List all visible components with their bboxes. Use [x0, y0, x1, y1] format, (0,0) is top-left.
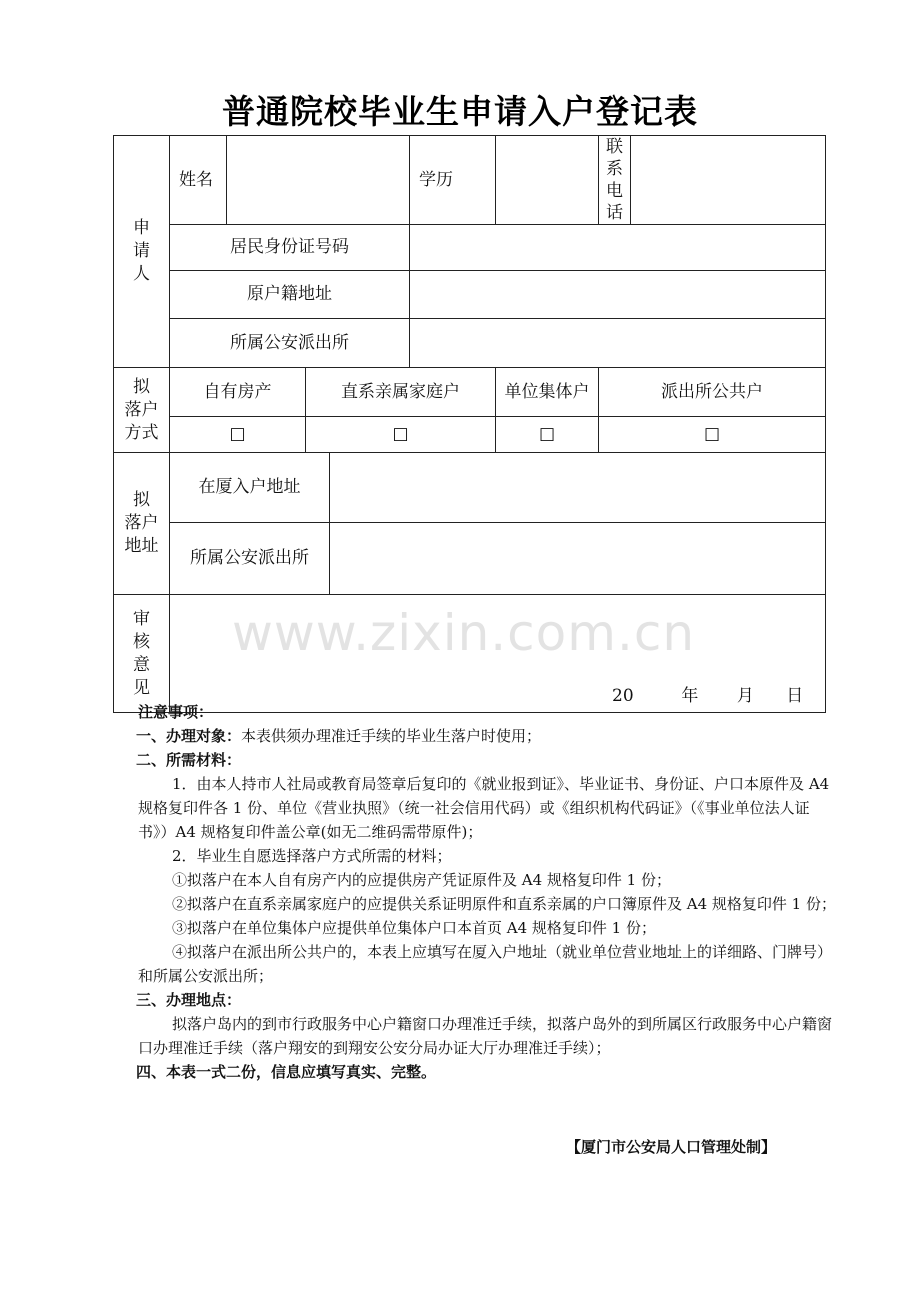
settle-police-station-field[interactable]	[330, 523, 826, 595]
xiamen-address-label: 在厦入户地址	[170, 453, 330, 523]
notes-item-2-para-2: 2．毕业生自愿选择落户方式所需的材料；	[172, 847, 452, 865]
checkbox-own-property[interactable]: □	[170, 417, 306, 453]
review-date: 20 年 月 日	[612, 686, 804, 706]
footer-issuer: 【厦门市公安局人口管理处制】	[565, 1138, 776, 1156]
option-unit-collective: 单位集体户	[496, 368, 599, 417]
review-opinion-field[interactable]	[170, 595, 826, 713]
notes-item-3-text: 拟落户岛内的到市行政服务中心户籍窗口办理准迁手续，拟落户岛外的到所属区行政服务中心户籍窗口办理准迁手续（落户翔安的到翔安公安分局办证大厅办理准迁手续）；	[138, 1015, 833, 1057]
settle-police-station-label: 所属公安派出所	[170, 523, 330, 595]
education-field[interactable]	[496, 136, 599, 225]
settle-method-section-label: 拟 落户 方式	[114, 368, 170, 453]
checkbox-unit-collective[interactable]: □	[496, 417, 599, 453]
checkbox-police-public[interactable]: □	[599, 417, 826, 453]
phone-field[interactable]	[631, 136, 826, 225]
name-label: 姓名	[170, 136, 227, 225]
phone-label: 联系 电话	[599, 136, 631, 225]
option-relative-household: 直系亲属家庭户	[306, 368, 496, 417]
form-title: 普通院校毕业生申请入户登记表	[222, 92, 698, 131]
notes-item-2-para-4: ②拟落户在直系亲属家庭户的应提供关系证明原件和直系亲属的户口簿原件及 A4 规格复印件 1 份；	[172, 895, 836, 913]
option-police-public: 派出所公共户	[599, 368, 826, 417]
origin-address-field[interactable]	[410, 271, 826, 319]
review-section-label: 审 核 意 见	[114, 595, 170, 713]
id-number-field[interactable]	[410, 225, 826, 271]
notes-item-4: 四、本表一式二份，信息应填写真实、完整。	[136, 1063, 437, 1081]
option-own-property: 自有房产	[170, 368, 306, 417]
applicant-police-station-field[interactable]	[410, 319, 826, 368]
notes-item-1: 一、办理对象：本表供须办理准迁手续的毕业生落户时使用；	[136, 727, 542, 745]
applicant-section-label: 申 请 人	[114, 136, 170, 368]
origin-address-label: 原户籍地址	[170, 271, 410, 319]
notes-section	[138, 700, 838, 1084]
id-number-label: 居民身份证号码	[170, 225, 410, 271]
education-label: 学历	[410, 136, 496, 225]
name-field[interactable]	[227, 136, 410, 225]
notes-item-2-title: 二、所需材料：	[136, 751, 242, 769]
applicant-police-station-label: 所属公安派出所	[170, 319, 410, 368]
notes-heading: 注意事项：	[138, 703, 214, 721]
checkbox-relative-household[interactable]: □	[306, 417, 496, 453]
watermark: www.zixin.com.cn	[232, 604, 696, 662]
settle-address-section-label: 拟 落户 地址	[114, 453, 170, 595]
notes-item-2-para-1: 1．由本人持市人社局或教育局签章后复印的《就业报到证》、毕业证书、身份证、户口本原件及 A4 规格复印件各 1 份、单位《营业执照》（统一社会信用代码）或《组织机构代码证》（《事业单位法人证书》）A4 规格复印件盖公章(如无二维码需带原件)；	[138, 775, 830, 841]
notes-item-2-para-3: ①拟落户在本人自有房产内的应提供房产凭证原件及 A4 规格复印件 1 份；	[172, 871, 671, 889]
registration-form-table	[113, 135, 826, 713]
notes-item-3-title: 三、办理地点：	[136, 991, 242, 1009]
notes-item-2-para-5: ③拟落户在单位集体户应提供单位集体户口本首页 A4 规格复印件 1 份；	[172, 919, 656, 937]
xiamen-address-field[interactable]	[330, 453, 826, 523]
notes-item-2-para-6: ④拟落户在派出所公共户的，本表上应填写在厦入户地址（就业单位营业地址上的详细路、门牌号）和所属公安派出所；	[138, 943, 833, 985]
